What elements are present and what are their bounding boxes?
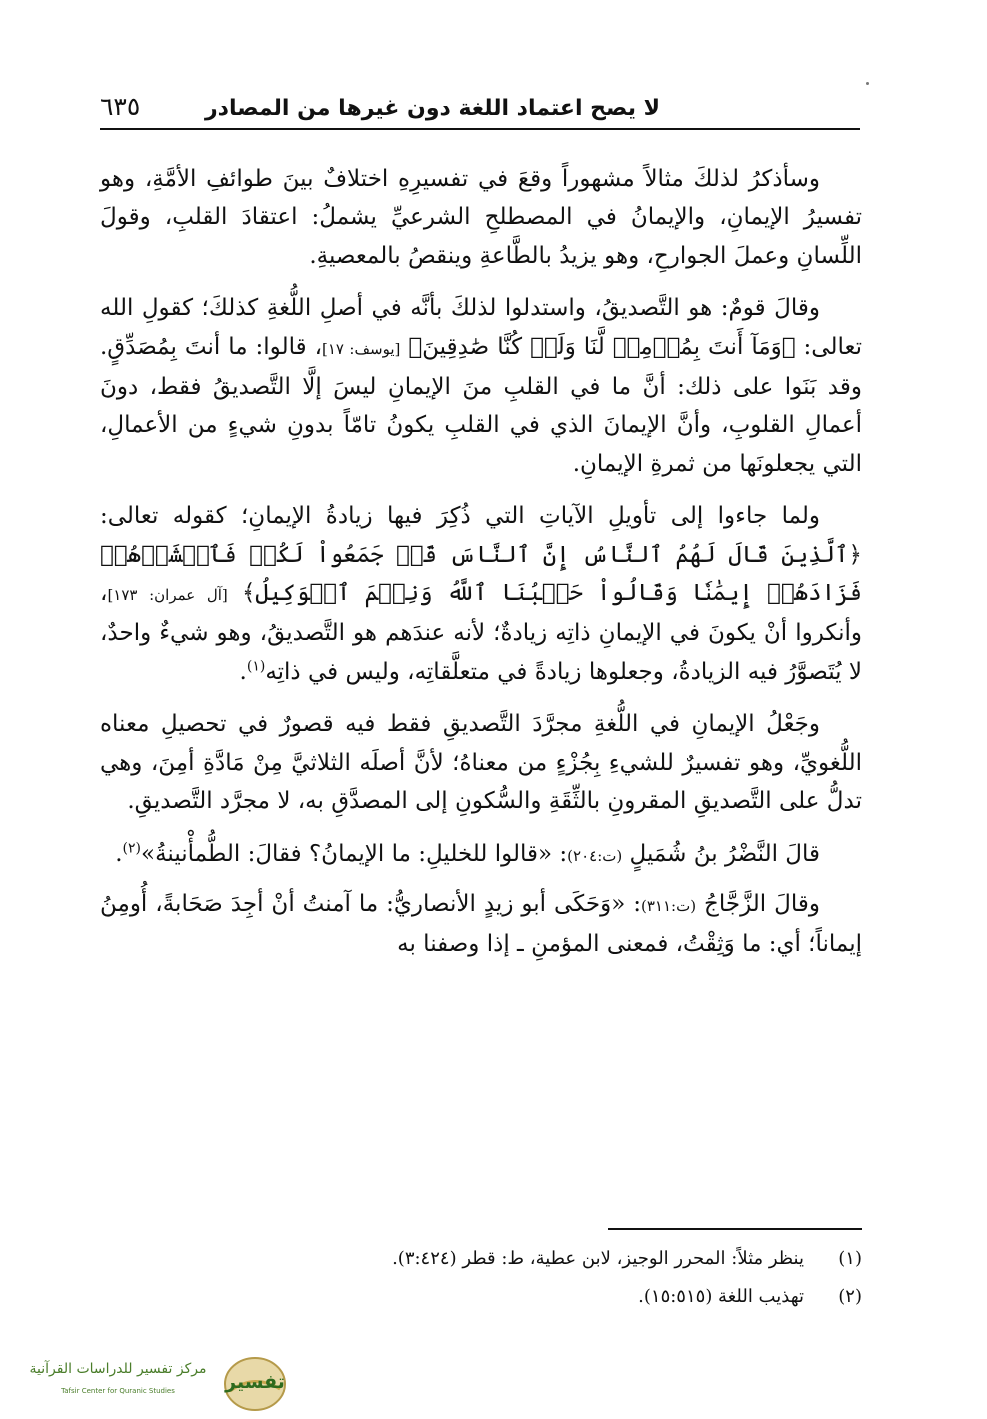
footnote-1-text: ينظر مثلاً: المحرر الوجيز، لابن عطية، ط: قطر (٣:٤٢٤). <box>392 1248 804 1269</box>
running-title: لا يصح اعتماد اللغة دون غيرها من المصادر <box>205 96 660 121</box>
paragraph-3 <box>100 497 862 691</box>
paragraph-3-text-a: ولما جاءوا إلى تأويلِ الآياتِ التي ذُكِرَ فيها زيادةُ الإيمانِ؛ كقوله تعالى: <box>100 503 820 530</box>
paragraph-2-text-b: ، قالوا: ما أنتَ بِمُصَدِّقٍ. وقد بَنَوا على ذلك: أنَّ ما في القلبِ منَ الإيمانِ ليسَ إلَّا التَّصديقُ فقط، دونَ أعمالِ القلوبِ، وأنَّ الإيمانَ الذي في القلبِ يكونُ تامّاً بدونِ شيءٍ من الأعمالِ، التي يجعلونَها من ثمرةِ الإيمانِ. <box>100 333 862 477</box>
paragraph-5 <box>100 835 862 875</box>
paragraph-5-text-a: قالَ النَّضْرُ بنُ شُمَيلٍ <box>622 840 820 867</box>
paragraph-1-text: وسأذكرُ لذلكَ مثالاً مشهوراً وقعَ في تفسيرِهِ اختلافٌ بينَ طوائفِ الأمَّةِ، وهو تفسيرُ الإيمانِ، والإيمانُ في المصطلحِ الشرعيِّ يشملُ: اعتقادَ القلبِ، وقولَ اللِّسانِ وعملَ الجوارحِ، وهو يزيدُ بالطَّاعةِ وينقصُ بالمعصيةِ. <box>100 166 862 269</box>
logo-english-name: Tafsir Center for Quranic Studies <box>61 1387 175 1395</box>
paragraph-3-text-b: ، وأنكروا أنْ يكونَ في الإيمانِ ذاتِه زيادةٌ؛ لأنه عندَهم هو التَّصديقُ، وهو شيءٌ واحدٌ، لا يُتَصوَّرُ فيه الزيادةُ، وجعلوها زيادةً في متعلَّقاتِه، وليس في ذاتِه <box>100 580 862 685</box>
death-date-nadr: (ت:٢٠٤) <box>567 846 623 865</box>
footnote-rule <box>608 1228 862 1230</box>
quran-verse-al-imran: ﴿ٱلَّذِينَ قَالَ لَهُمُ ٱلنَّاسُ إِنَّ ٱلنَّاسَ قَدۡ جَمَعُواْ لَكُمۡ فَٱخۡشَوۡهُمۡ فَزَادَهُمۡ إِيمَٰنٗا وَقَالُواْ حَسۡبُنَا ٱللَّهُ وَنِعۡمَ ٱلۡوَكِيلُ﴾ <box>100 541 863 607</box>
page-speck <box>866 82 869 85</box>
header-rule <box>100 128 860 130</box>
paragraph-6-text-b: : «وَحَكَى أبو زيدٍ الأنصاريُّ: ما آمنتُ أنْ أجِدَ صَحَابةً، أُومِنُ إيماناً؛ أي: ما وَثِقْتُ، فمعنى المؤمنِ ـ إذا وصفنا به <box>100 890 862 958</box>
footnote-1 <box>100 1240 862 1278</box>
logo-arabic-name: مركز تفسير للدراسات القرآنية <box>29 1361 207 1377</box>
tafsir-center-logo <box>10 1355 290 1413</box>
logo-mark-text: تفسير <box>225 1371 285 1393</box>
paragraph-6-text-a: وقالَ الزَّجَّاجُ <box>696 890 820 917</box>
paragraph-4-text: وجَعْلُ الإيمانِ في اللُّغةِ مجرَّدَ التَّصديقِ فقط فيه قصورٌ في تحصيلِ معناه اللُّغويِّ، وهو تفسيرٌ للشيءِ بِجُزْءٍ من معناهُ؛ لأنَّ أصلَه الثلاثيَّ مِنْ مَادَّةِ أمِنَ، وهي تدلُّ على التَّصديقِ المقرونِ بالثِّقَةِ والسُّكونِ إلى المصدَّقِ به، لا مجرَّد التَّصديقِ. <box>100 711 862 815</box>
paragraph-2 <box>100 289 862 483</box>
page-header <box>100 92 860 128</box>
page-number: ٦٣٥ <box>100 92 141 121</box>
footnote-marker-2[interactable]: (٢) <box>122 839 141 856</box>
footnote-1-number: (١) <box>838 1248 862 1269</box>
body-text <box>100 160 862 978</box>
quran-verse-yusuf: ﴿وَمَآ أَنتَ بِمُؤۡمِنٖ لَّنَا وَلَوۡ كُنَّا صَٰدِقِينَ﴾ <box>408 333 796 360</box>
footnote-2-number: (٢) <box>838 1286 862 1307</box>
paragraph-4 <box>100 705 862 820</box>
paragraph-1 <box>100 160 862 275</box>
paragraph-2-text-a: وقالَ قومٌ: هو التَّصديقُ، واستدلوا لذلكَ بأنَّه في أصلِ اللُّغةِ كذلكَ؛ كقولِ الله تعالى: <box>100 295 862 360</box>
footnote-2 <box>100 1278 862 1316</box>
paragraph-3-end: . <box>239 658 247 685</box>
paragraph-6 <box>100 885 862 964</box>
footnote-marker-1[interactable]: (١) <box>246 658 266 675</box>
verse-reference-yusuf: [يوسف: ١٧] <box>322 339 401 358</box>
footnote-2-text: تهذيب اللغة (١٥:٥١٥). <box>638 1286 804 1307</box>
paragraph-5-end: . <box>115 840 123 867</box>
paragraph-5-text-b: : «قالوا للخليلِ: ما الإيمانُ؟ فقالَ: الطُّمأْنينةُ» <box>141 840 568 867</box>
verse-reference-al-imran: [آل عمران: ١٧٣] <box>107 586 228 605</box>
death-date-zajjaj: (ت:٣١١) <box>641 896 697 915</box>
footnotes <box>100 1240 862 1316</box>
